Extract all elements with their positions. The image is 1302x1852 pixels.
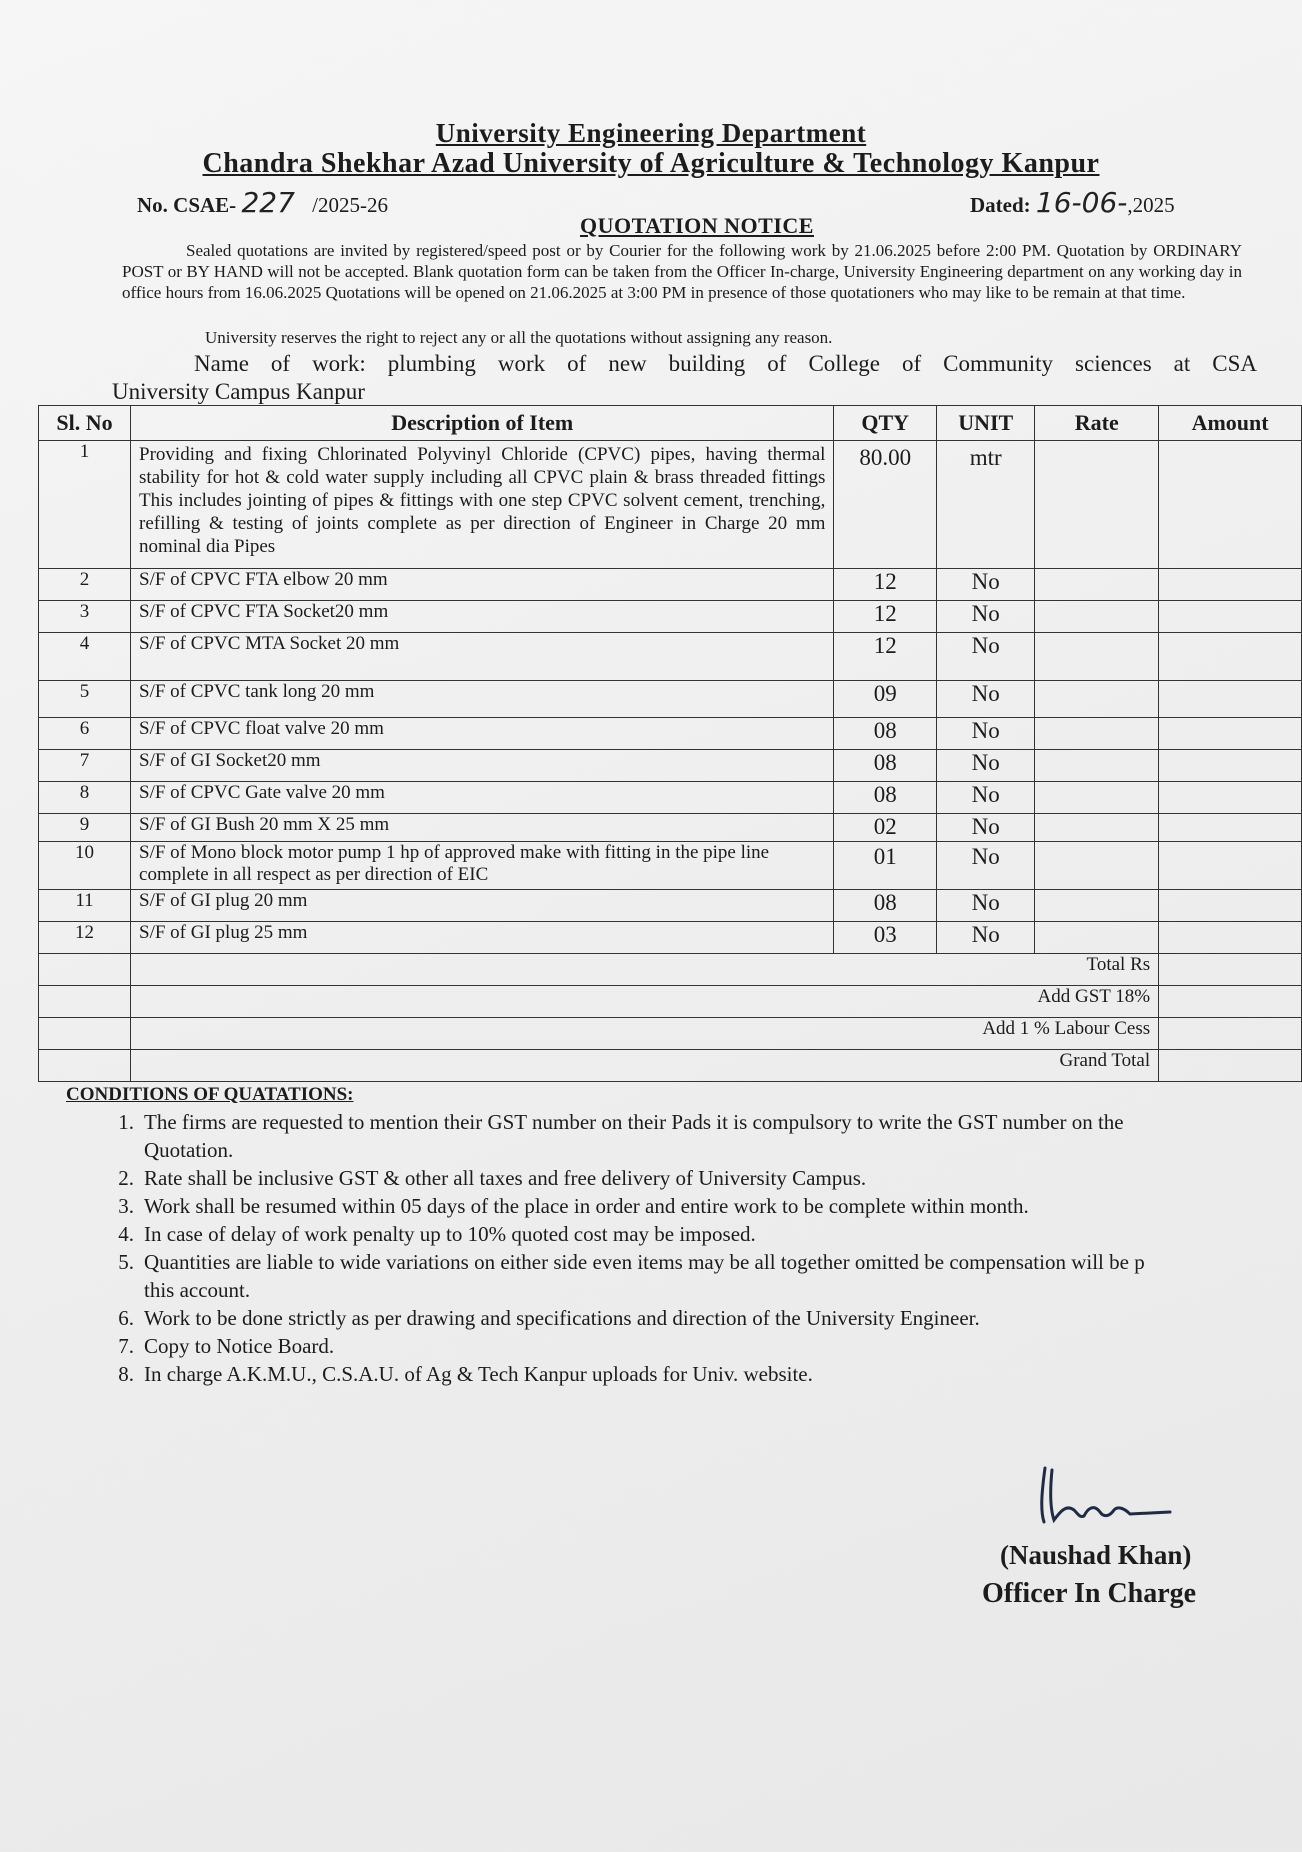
row-sl: 7 — [39, 750, 131, 782]
row-amount — [1159, 601, 1302, 633]
row-description: S/F of CPVC tank long 20 mm — [131, 681, 834, 718]
header-amount: Amount — [1159, 406, 1302, 441]
condition-text: Work shall be resumed within 05 days of the place in order and entire work to be complete within month. — [144, 1194, 1029, 1218]
ref-number-handwritten: 227 — [241, 186, 295, 219]
condition-number: 4. — [118, 1222, 134, 1246]
condition-item — [98, 1360, 1298, 1388]
row-sl: 4 — [39, 633, 131, 681]
row-rate — [1035, 681, 1159, 718]
summary-empty-cell — [39, 954, 131, 986]
row-rate — [1035, 718, 1159, 750]
conditions-title: CONDITIONS OF QUATATIONS: — [66, 1084, 354, 1105]
name-of-work-line2: University Campus Kanpur — [112, 379, 365, 404]
university-heading: Chandra Shekhar Azad University of Agriculture & Technology Kanpur — [202, 148, 1100, 179]
row-qty: 12 — [834, 601, 937, 633]
row-sl: 8 — [39, 782, 131, 814]
condition-item — [98, 1304, 1298, 1332]
condition-number: 3. — [118, 1194, 134, 1218]
table-row — [39, 441, 1302, 569]
row-amount — [1159, 814, 1302, 842]
row-sl: 9 — [39, 814, 131, 842]
condition-text: Quantities are liable to wide variations on either side even items may be all together omitted be compensation will be p — [144, 1250, 1145, 1274]
row-unit: No — [937, 922, 1035, 954]
row-qty: 12 — [834, 633, 937, 681]
row-sl: 11 — [39, 890, 131, 922]
row-description: S/F of CPVC FTA elbow 20 mm — [131, 569, 834, 601]
row-sl: 1 — [39, 441, 131, 569]
row-rate — [1035, 922, 1159, 954]
department-heading: University Engineering Department — [435, 118, 867, 148]
row-description: S/F of GI plug 20 mm — [131, 890, 834, 922]
row-qty: 01 — [834, 842, 937, 890]
row-qty: 08 — [834, 782, 937, 814]
condition-text: The firms are requested to mention their GST number on their Pads it is compulsory to write the GST number on the — [144, 1110, 1124, 1134]
row-rate — [1035, 750, 1159, 782]
header-unit: UNIT — [937, 406, 1035, 441]
table-row — [39, 782, 1302, 814]
row-sl: 2 — [39, 569, 131, 601]
row-unit: No — [937, 718, 1035, 750]
row-qty: 80.00 — [834, 441, 937, 569]
table-row — [39, 569, 1302, 601]
table-row — [39, 601, 1302, 633]
row-sl: 12 — [39, 922, 131, 954]
row-amount — [1159, 569, 1302, 601]
summary-empty-cell — [39, 986, 131, 1018]
table-row — [39, 681, 1302, 718]
row-description: S/F of CPVC FTA Socket20 mm — [131, 601, 834, 633]
row-unit: mtr — [937, 441, 1035, 569]
row-rate — [1035, 782, 1159, 814]
condition-number: 1. — [118, 1110, 134, 1134]
intro-paragraph — [122, 240, 1242, 303]
condition-number: 5. — [118, 1250, 134, 1274]
condition-item — [98, 1164, 1298, 1192]
condition-text: In charge A.K.M.U., C.S.A.U. of Ag & Tech Kanpur uploads for Univ. website. — [144, 1362, 813, 1386]
row-description: S/F of GI Bush 20 mm X 25 mm — [131, 814, 834, 842]
row-sl: 10 — [39, 842, 131, 890]
table-row — [39, 718, 1302, 750]
condition-item — [98, 1220, 1298, 1248]
row-description: S/F of GI Socket20 mm — [131, 750, 834, 782]
name-of-work — [112, 350, 1257, 406]
row-unit: No — [937, 681, 1035, 718]
header-description: Description of Item — [131, 406, 834, 441]
summary-total-label: Total Rs — [131, 954, 1159, 986]
table-row — [39, 842, 1302, 890]
condition-text: Rate shall be inclusive GST & other all taxes and free delivery of University Campus. — [144, 1166, 867, 1190]
ref-prefix: No. CSAE- — [137, 193, 237, 217]
ref-year: /2025-26 — [312, 193, 388, 217]
row-unit: No — [937, 601, 1035, 633]
row-description: S/F of CPVC Gate valve 20 mm — [131, 782, 834, 814]
table-row — [39, 890, 1302, 922]
row-qty: 08 — [834, 890, 937, 922]
row-amount — [1159, 681, 1302, 718]
name-of-work-line1: Name of work: plumbing work of new building of College of Community sciences at CSA — [194, 351, 1257, 376]
row-amount — [1159, 842, 1302, 890]
row-description: S/F of Mono block motor pump 1 hp of approved make with fitting in the pipe line complete in all respect as per direction of EIC — [131, 842, 834, 890]
row-description: Providing and fixing Chlorinated Polyvinyl Chloride (CPVC) pipes, having thermal stability for hot & cold water supply including all CPVC plain & brass threaded fittings This includes jointing of pipes & fittings with one step CPVC solvent cement, trenching, refilling & testing of joints complete as per direction of Engineer in Charge 20 mm nominal dia Pipes — [131, 441, 834, 569]
row-unit: No — [937, 842, 1035, 890]
dated-year: ,2025 — [1127, 193, 1175, 217]
row-rate — [1035, 890, 1159, 922]
summary-cess-value — [1159, 1018, 1302, 1050]
summary-empty-cell — [39, 1018, 131, 1050]
row-unit: No — [937, 782, 1035, 814]
row-amount — [1159, 890, 1302, 922]
row-qty: 02 — [834, 814, 937, 842]
summary-grand-value — [1159, 1050, 1302, 1082]
items-table — [38, 405, 1302, 1082]
condition-number: 6. — [118, 1306, 134, 1330]
summary-total-value — [1159, 954, 1302, 986]
notice-title: QUOTATION NOTICE — [580, 213, 814, 238]
row-rate — [1035, 814, 1159, 842]
row-amount — [1159, 633, 1302, 681]
table-row — [39, 922, 1302, 954]
row-sl: 5 — [39, 681, 131, 718]
table-row — [39, 750, 1302, 782]
row-rate — [1035, 601, 1159, 633]
row-description: S/F of GI plug 25 mm — [131, 922, 834, 954]
summary-gst-value — [1159, 986, 1302, 1018]
row-amount — [1159, 750, 1302, 782]
summary-row-gst — [39, 986, 1302, 1018]
condition-number: 8. — [118, 1362, 134, 1386]
header-sl-no: Sl. No — [39, 406, 131, 441]
row-rate — [1035, 633, 1159, 681]
header-qty: QTY — [834, 406, 937, 441]
row-amount — [1159, 718, 1302, 750]
row-sl: 3 — [39, 601, 131, 633]
condition-text-continued: Quotation. — [144, 1138, 234, 1162]
summary-empty-cell — [39, 1050, 131, 1082]
row-unit: No — [937, 750, 1035, 782]
row-amount — [1159, 922, 1302, 954]
row-amount — [1159, 441, 1302, 569]
row-unit: No — [937, 569, 1035, 601]
row-qty: 09 — [834, 681, 937, 718]
row-qty: 08 — [834, 718, 937, 750]
condition-text-continued: this account. — [144, 1278, 251, 1302]
row-unit: No — [937, 814, 1035, 842]
row-sl: 6 — [39, 718, 131, 750]
summary-grand-label: Grand Total — [131, 1050, 1159, 1082]
dated-label: Dated: — [970, 193, 1031, 217]
row-amount — [1159, 782, 1302, 814]
signature-scribble — [1030, 1460, 1180, 1540]
conditions-list — [98, 1108, 1298, 1388]
table-row — [39, 633, 1302, 681]
row-rate — [1035, 441, 1159, 569]
summary-row-cess — [39, 1018, 1302, 1050]
signatory-designation: Officer In Charge — [982, 1578, 1197, 1609]
row-description: S/F of CPVC float valve 20 mm — [131, 718, 834, 750]
condition-number: 7. — [118, 1334, 134, 1358]
table-header-row — [39, 406, 1302, 441]
condition-item — [98, 1332, 1298, 1360]
condition-item — [98, 1192, 1298, 1220]
table-row — [39, 814, 1302, 842]
condition-number: 2. — [118, 1166, 134, 1190]
condition-text: Copy to Notice Board. — [144, 1334, 335, 1358]
reserve-right-text: University reserves the right to reject any or all the quotations without assigning any reason. — [205, 328, 833, 347]
condition-text: Work to be done strictly as per drawing and specifications and direction of the University Engineer. — [144, 1306, 980, 1330]
dated-handwritten: 16-06- — [1035, 186, 1128, 219]
signatory-name: (Naushad Khan) — [1000, 1540, 1192, 1570]
row-unit: No — [937, 890, 1035, 922]
summary-gst-label: Add GST 18% — [131, 986, 1159, 1018]
row-qty: 12 — [834, 569, 937, 601]
summary-row-total — [39, 954, 1302, 986]
summary-cess-label: Add 1 % Labour Cess — [131, 1018, 1159, 1050]
condition-item — [98, 1108, 1298, 1164]
intro-text: Sealed quotations are invited by registered/speed post or by Courier for the following work by 21.06.2025 before 2:00 PM. Quotation by ORDINARY POST or BY HAND will not be accepted. Blank quotation form can be taken from the Officer In-charge, University Engineering department on any working day in office hours from 16.06.2025 Quotations will be opened on 21.06.2025 at 3:00 PM in presence of those quotationers who may like to be remain at that time. — [122, 241, 1242, 302]
row-description: S/F of CPVC MTA Socket 20 mm — [131, 633, 834, 681]
header-rate: Rate — [1035, 406, 1159, 441]
row-rate — [1035, 842, 1159, 890]
condition-item — [98, 1248, 1298, 1304]
condition-text: In case of delay of work penalty up to 10% quoted cost may be imposed. — [144, 1222, 756, 1246]
summary-row-grand — [39, 1050, 1302, 1082]
row-qty: 03 — [834, 922, 937, 954]
row-unit: No — [937, 633, 1035, 681]
row-qty: 08 — [834, 750, 937, 782]
row-rate — [1035, 569, 1159, 601]
